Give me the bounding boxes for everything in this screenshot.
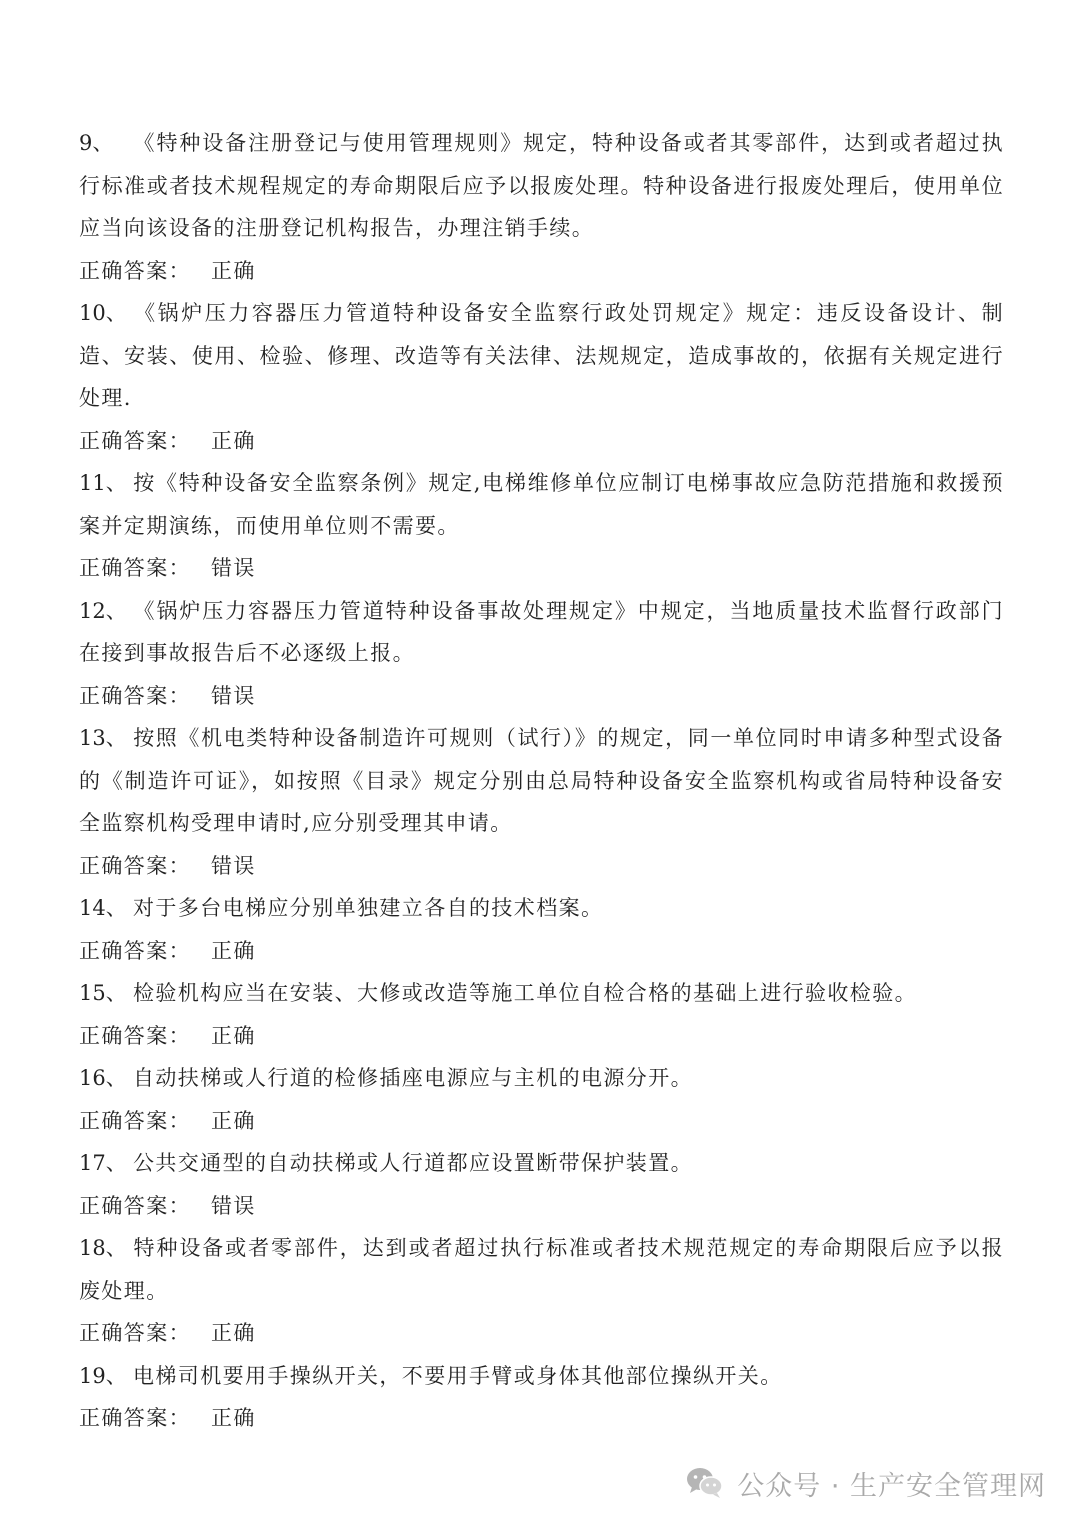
- answer-label: 正确答案：: [79, 1321, 191, 1345]
- question-body: 按照《机电类特种设备制造许可规则（试行）》的规定，同一单位同时申请多种型式设备的《制造许可证》，如按照《目录》规定分别由总局特种设备安全监察机构或省局特种设备安全监察机构受理申请时,应分别受理其申请。: [79, 726, 1004, 835]
- question-number: 17、: [79, 1151, 127, 1175]
- question-item: [79, 1142, 1004, 1227]
- question-text: [79, 717, 1004, 845]
- question-number: 15、: [79, 981, 127, 1005]
- question-body: 按《特种设备安全监察条例》规定,电梯维修单位应制订电梯事故应急防范措施和救援预案并定期演练，而使用单位则不需要。: [79, 471, 1004, 538]
- question-text: [79, 972, 1004, 1015]
- question-text: [79, 1057, 1004, 1100]
- question-text: [79, 1355, 1004, 1398]
- watermark: [685, 1458, 1046, 1508]
- answer-line: [79, 1397, 1004, 1440]
- question-body: 公共交通型的自动扶梯或人行道都应设置断带保护装置。: [133, 1151, 693, 1175]
- question-number: 12、: [79, 598, 127, 623]
- answer-line: [79, 420, 1004, 463]
- answer-label: 正确答案：: [79, 1108, 191, 1133]
- watermark-text: 公众号 · 生产安全管理网: [737, 1470, 1046, 1502]
- answer-line: [79, 930, 1004, 973]
- answer-label: 正确答案：: [79, 938, 191, 963]
- answer-value: 正确: [211, 1321, 256, 1345]
- question-item: [79, 972, 1004, 1057]
- answer-line: [79, 547, 1004, 590]
- question-body: 自动扶梯或人行道的检修插座电源应与主机的电源分开。: [133, 1066, 693, 1090]
- question-text: [79, 122, 1004, 250]
- answer-line: [79, 845, 1004, 888]
- answer-value: 错误: [211, 683, 256, 708]
- question-list: [79, 122, 1004, 1440]
- question-text: [79, 292, 1004, 420]
- question-body: 《特种设备注册登记与使用管理规则》规定，特种设备或者其零部件，达到或者超过执行标准或者技术规程规定的寿命期限后应予以报废处理。特种设备进行报废处理后，使用单位应当向该设备的注册登记机构报告，办理注销手续。: [79, 131, 1004, 240]
- answer-line: [79, 1312, 1004, 1355]
- question-number: 13、: [79, 726, 127, 750]
- answer-value: 正确: [211, 1406, 256, 1430]
- answer-label: 正确答案：: [79, 1406, 191, 1430]
- answer-label: 正确答案：: [79, 1193, 191, 1218]
- answer-line: [79, 1015, 1004, 1058]
- answer-line: [79, 675, 1004, 718]
- question-item: [79, 1057, 1004, 1142]
- question-item: [79, 122, 1004, 292]
- question-number: 16、: [79, 1066, 127, 1090]
- question-body: 《锅炉压力容器压力管道特种设备事故处理规定》中规定，当地质量技术监督行政部门在接到事故报告后不必逐级上报。: [79, 598, 1004, 665]
- answer-value: 正确: [211, 1108, 256, 1133]
- question-number: 19、: [79, 1363, 127, 1388]
- question-item: [79, 292, 1004, 462]
- question-body: 《锅炉压力容器压力管道特种设备安全监察行政处罚规定》规定：违反设备设计、制造、安装、使用、检验、修理、改造等有关法律、法规规定，造成事故的，依据有关规定进行处理.: [79, 301, 1004, 410]
- answer-line: [79, 1100, 1004, 1143]
- answer-value: 正确: [211, 428, 256, 453]
- question-text: [79, 462, 1004, 547]
- wechat-icon: [685, 1466, 725, 1500]
- question-number: 11、: [79, 471, 127, 495]
- answer-value: 正确: [211, 938, 256, 963]
- question-text: [79, 590, 1004, 675]
- answer-label: 正确答案：: [79, 556, 191, 580]
- answer-label: 正确答案：: [79, 853, 191, 878]
- answer-label: 正确答案：: [79, 428, 191, 453]
- answer-value: 错误: [211, 853, 256, 878]
- question-number: 14、: [79, 896, 127, 920]
- answer-value: 错误: [211, 1193, 256, 1218]
- question-number: 9、: [79, 131, 114, 155]
- answer-value: 正确: [211, 1023, 256, 1048]
- question-item: [79, 462, 1004, 590]
- question-text: [79, 887, 1004, 930]
- question-body: 特种设备或者零部件，达到或者超过执行标准或者技术规范规定的寿命期限后应予以报废处理。: [79, 1236, 1004, 1303]
- question-item: [79, 1355, 1004, 1440]
- answer-value: 错误: [211, 556, 256, 580]
- question-number: 18、: [79, 1236, 127, 1260]
- question-text: [79, 1227, 1004, 1312]
- answer-value: 正确: [211, 258, 256, 283]
- question-item: [79, 590, 1004, 718]
- question-text: [79, 1142, 1004, 1185]
- question-item: [79, 887, 1004, 972]
- question-body: 电梯司机要用手操纵开关，不要用手臂或身体其他部位操纵开关。: [133, 1363, 783, 1388]
- question-body: 检验机构应当在安装、大修或改造等施工单位自检合格的基础上进行验收检验。: [133, 981, 917, 1005]
- answer-line: [79, 1185, 1004, 1228]
- question-body: 对于多台电梯应分别单独建立各自的技术档案。: [133, 896, 604, 920]
- answer-label: 正确答案：: [79, 1023, 191, 1048]
- answer-label: 正确答案：: [79, 683, 191, 708]
- question-item: [79, 1227, 1004, 1355]
- question-number: 10、: [79, 301, 127, 325]
- answer-line: [79, 250, 1004, 293]
- question-item: [79, 717, 1004, 887]
- answer-label: 正确答案：: [79, 258, 191, 283]
